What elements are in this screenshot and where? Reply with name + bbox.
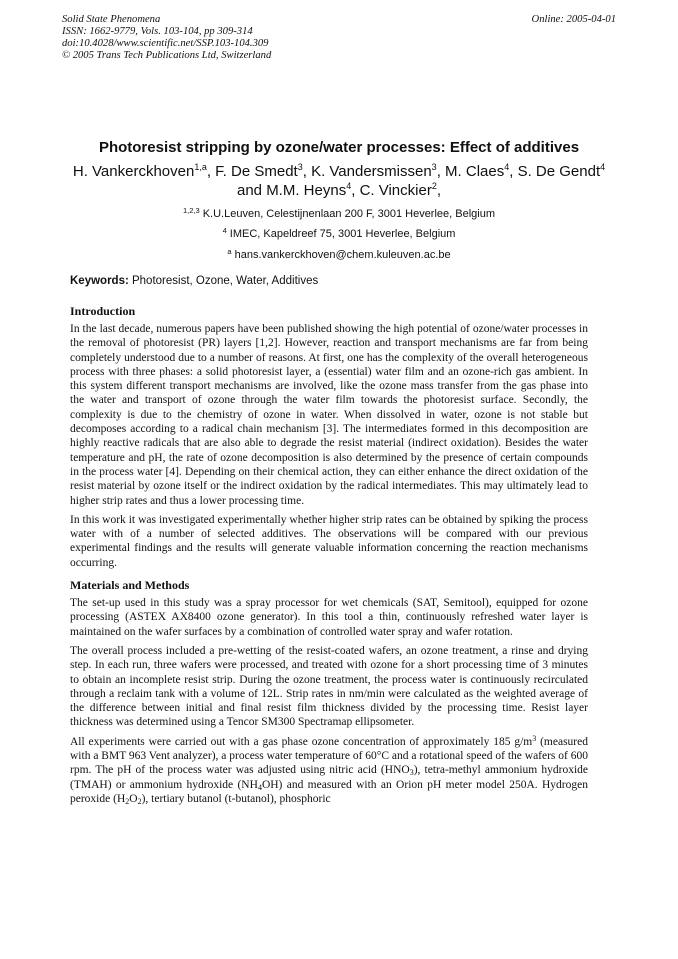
- superscript: 3: [532, 733, 537, 743]
- section-heading-introduction: Introduction: [70, 304, 136, 318]
- author-name: H. Vankerckhoven: [72, 163, 195, 180]
- paragraph: The overall process included a pre-wetting of the resist-coated wafers, an ozone treatment, a rinse and drying step. In each run, three wafers were processed, and treated with ozone for a short processing time of 3 minutes to obtain an incomplete resist strip. During the ozone treatment, the process water is continuously recirculated through a reclaim tank with a volume of 12L. Strip rates in nm/min were calculated as the weighted average of the difference between initial and final resist film thickness divided by the processing time. Resist layer thickness was determined using a Tencor SM300 Spectramap ellipsometer.: [70, 644, 588, 729]
- keywords-label: Keywords:: [70, 275, 129, 287]
- affiliation-mark: 4: [222, 226, 227, 235]
- paragraph: In the last decade, numerous papers have been published showing the high potential of ozone/water processes in the removal of photoresist (PR) layers [1,2]. However, reaction and transport mechanisms are far from being completely understood due to a number of reasons. At first, one has the complexity of the overall heterogeneous process with three phases: a solid photoresist layer, a (essential) water film and an ozone-rich gas ambient. In this system different transport mechanisms are involved, like the ozone mass transfer from the gas phase into the water and transport of ozone through the water film towards the photoresist surface. Secondly, the complexity is due to the chemistry of ozone in water. When dissolved in water, ozone is not stable but decomposes according to a radical chain mechanism [3]. The intermediates formed in this decomposition are highly reactive radicals that are also able to degrade the resist material (indirect oxidation). Besides the water temperature and pH, the rate of ozone decomposition is also determined by the presence of certain compounds in the process water [4]. Depending on their chemical action, they can either enhance the direct oxidation of the resist material by ozone itself or the indirect oxidation by the radical intermediates. This may ultimately lead to higher strip rates and thus a lower processing time.: [70, 323, 588, 507]
- keywords-line: [70, 275, 318, 287]
- text-run: ), tertiary butanol (t-butanol), phosphoric: [141, 792, 331, 805]
- affiliation-kuleuven: [62, 208, 616, 220]
- author-name: C. Vinckier: [359, 182, 432, 199]
- keywords-text: Photoresist, Ozone, Water, Additives: [128, 275, 319, 287]
- paragraph: In this work it was investigated experimentally whether higher strip rates can be obtained by spiking the process water with of a number of selected additives. The observations will be compared with our previous experimental findings and the results will generate valuable information concerning the reaction mechanisms occurring.: [70, 513, 588, 569]
- author-separator: ,: [436, 163, 446, 180]
- author-affiliation-mark: 3: [431, 162, 437, 172]
- subscript: 2: [125, 796, 130, 806]
- text-run: O: [129, 792, 138, 805]
- body-text: [70, 304, 588, 811]
- affiliation-text: K.U.Leuven, Celestijnenlaan 200 F, 3001 Heverlee, Belgium: [199, 208, 496, 220]
- online-date: Online: 2005-04-01: [531, 14, 616, 25]
- affiliation-imec: [62, 228, 616, 240]
- author-affiliation-mark: 3: [297, 162, 303, 172]
- text-run: All experiments were carried out with a gas phase ozone concentration of approximately 185 g/m: [70, 735, 533, 748]
- corresponding-email: [62, 249, 616, 261]
- author-affiliation-mark: 1,a: [194, 162, 207, 172]
- text-run: OH) and measured with an Orion pH meter model 250A. Hydrogen peroxide (H: [70, 778, 588, 805]
- email-text: hans.vankerckhoven@chem.kuleuven.ac.be: [231, 249, 451, 261]
- text-run: ), tetra-methyl ammonium hydroxide (TMAH) or ammonium hydroxide (NH: [70, 764, 589, 791]
- author-separator: ,: [351, 182, 360, 199]
- doi-line: doi:10.4028/www.scientific.net/SSP.103-104.309: [62, 38, 269, 49]
- author-name: M. Claes: [445, 163, 505, 180]
- paragraph: [70, 735, 588, 806]
- author-name: M.M. Heyns: [266, 182, 347, 199]
- subscript: 4: [257, 782, 262, 792]
- paragraph: The set-up used in this study was a spray processor for wet chemicals (SAT, Semitool), equipped for ozone processing (ASTEX AX8400 ozone generator). In this tool a thin, continuously refreshed water layer is maintained on the wafer surfaces by a combination of controlled water spray and wafer rotation.: [70, 597, 588, 638]
- subscript: 3: [409, 768, 414, 778]
- copyright-line: © 2005 Trans Tech Publications Ltd, Switzerland: [62, 50, 272, 61]
- author-affiliation-mark: 2: [431, 181, 437, 191]
- section-heading-materials-methods: Materials and Methods: [70, 578, 190, 593]
- affiliation-text: IMEC, Kapeldreef 75, 3001 Heverlee, Belgium: [226, 228, 456, 240]
- running-header: [62, 14, 616, 62]
- author-list: [70, 162, 608, 200]
- journal-name: Solid State Phenomena: [62, 14, 161, 25]
- author-affiliation-mark: 4: [346, 181, 352, 191]
- text-run: (measured with a BMT 963 Vent analyzer), a process water temperature of 60°C and a rotational speed of the wafers of 600 rpm. The pH of the process water was adjusted using nitric acid (HNO: [70, 735, 588, 777]
- author-separator: ,: [509, 163, 518, 180]
- affiliation-mark: 1,2,3: [182, 206, 200, 215]
- subscript: 2: [137, 796, 142, 806]
- author-affiliation-mark: 4: [600, 162, 606, 172]
- author-separator: ,: [436, 182, 441, 199]
- author-name: F. De Smedt: [215, 163, 298, 180]
- affiliation-mark: a: [227, 247, 232, 256]
- author-name: K. Vandersmissen: [311, 163, 432, 180]
- author-separator: ,: [206, 163, 216, 180]
- author-separator: and: [236, 182, 267, 199]
- author-name: S. De Gendt: [517, 163, 601, 180]
- author-separator: ,: [302, 163, 312, 180]
- author-affiliation-mark: 4: [504, 162, 510, 172]
- paper-title: Photoresist stripping by ozone/water processes: Effect of additives: [98, 139, 580, 156]
- issn-line: ISSN: 1662-9779, Vols. 103-104, pp 309-314: [62, 26, 253, 37]
